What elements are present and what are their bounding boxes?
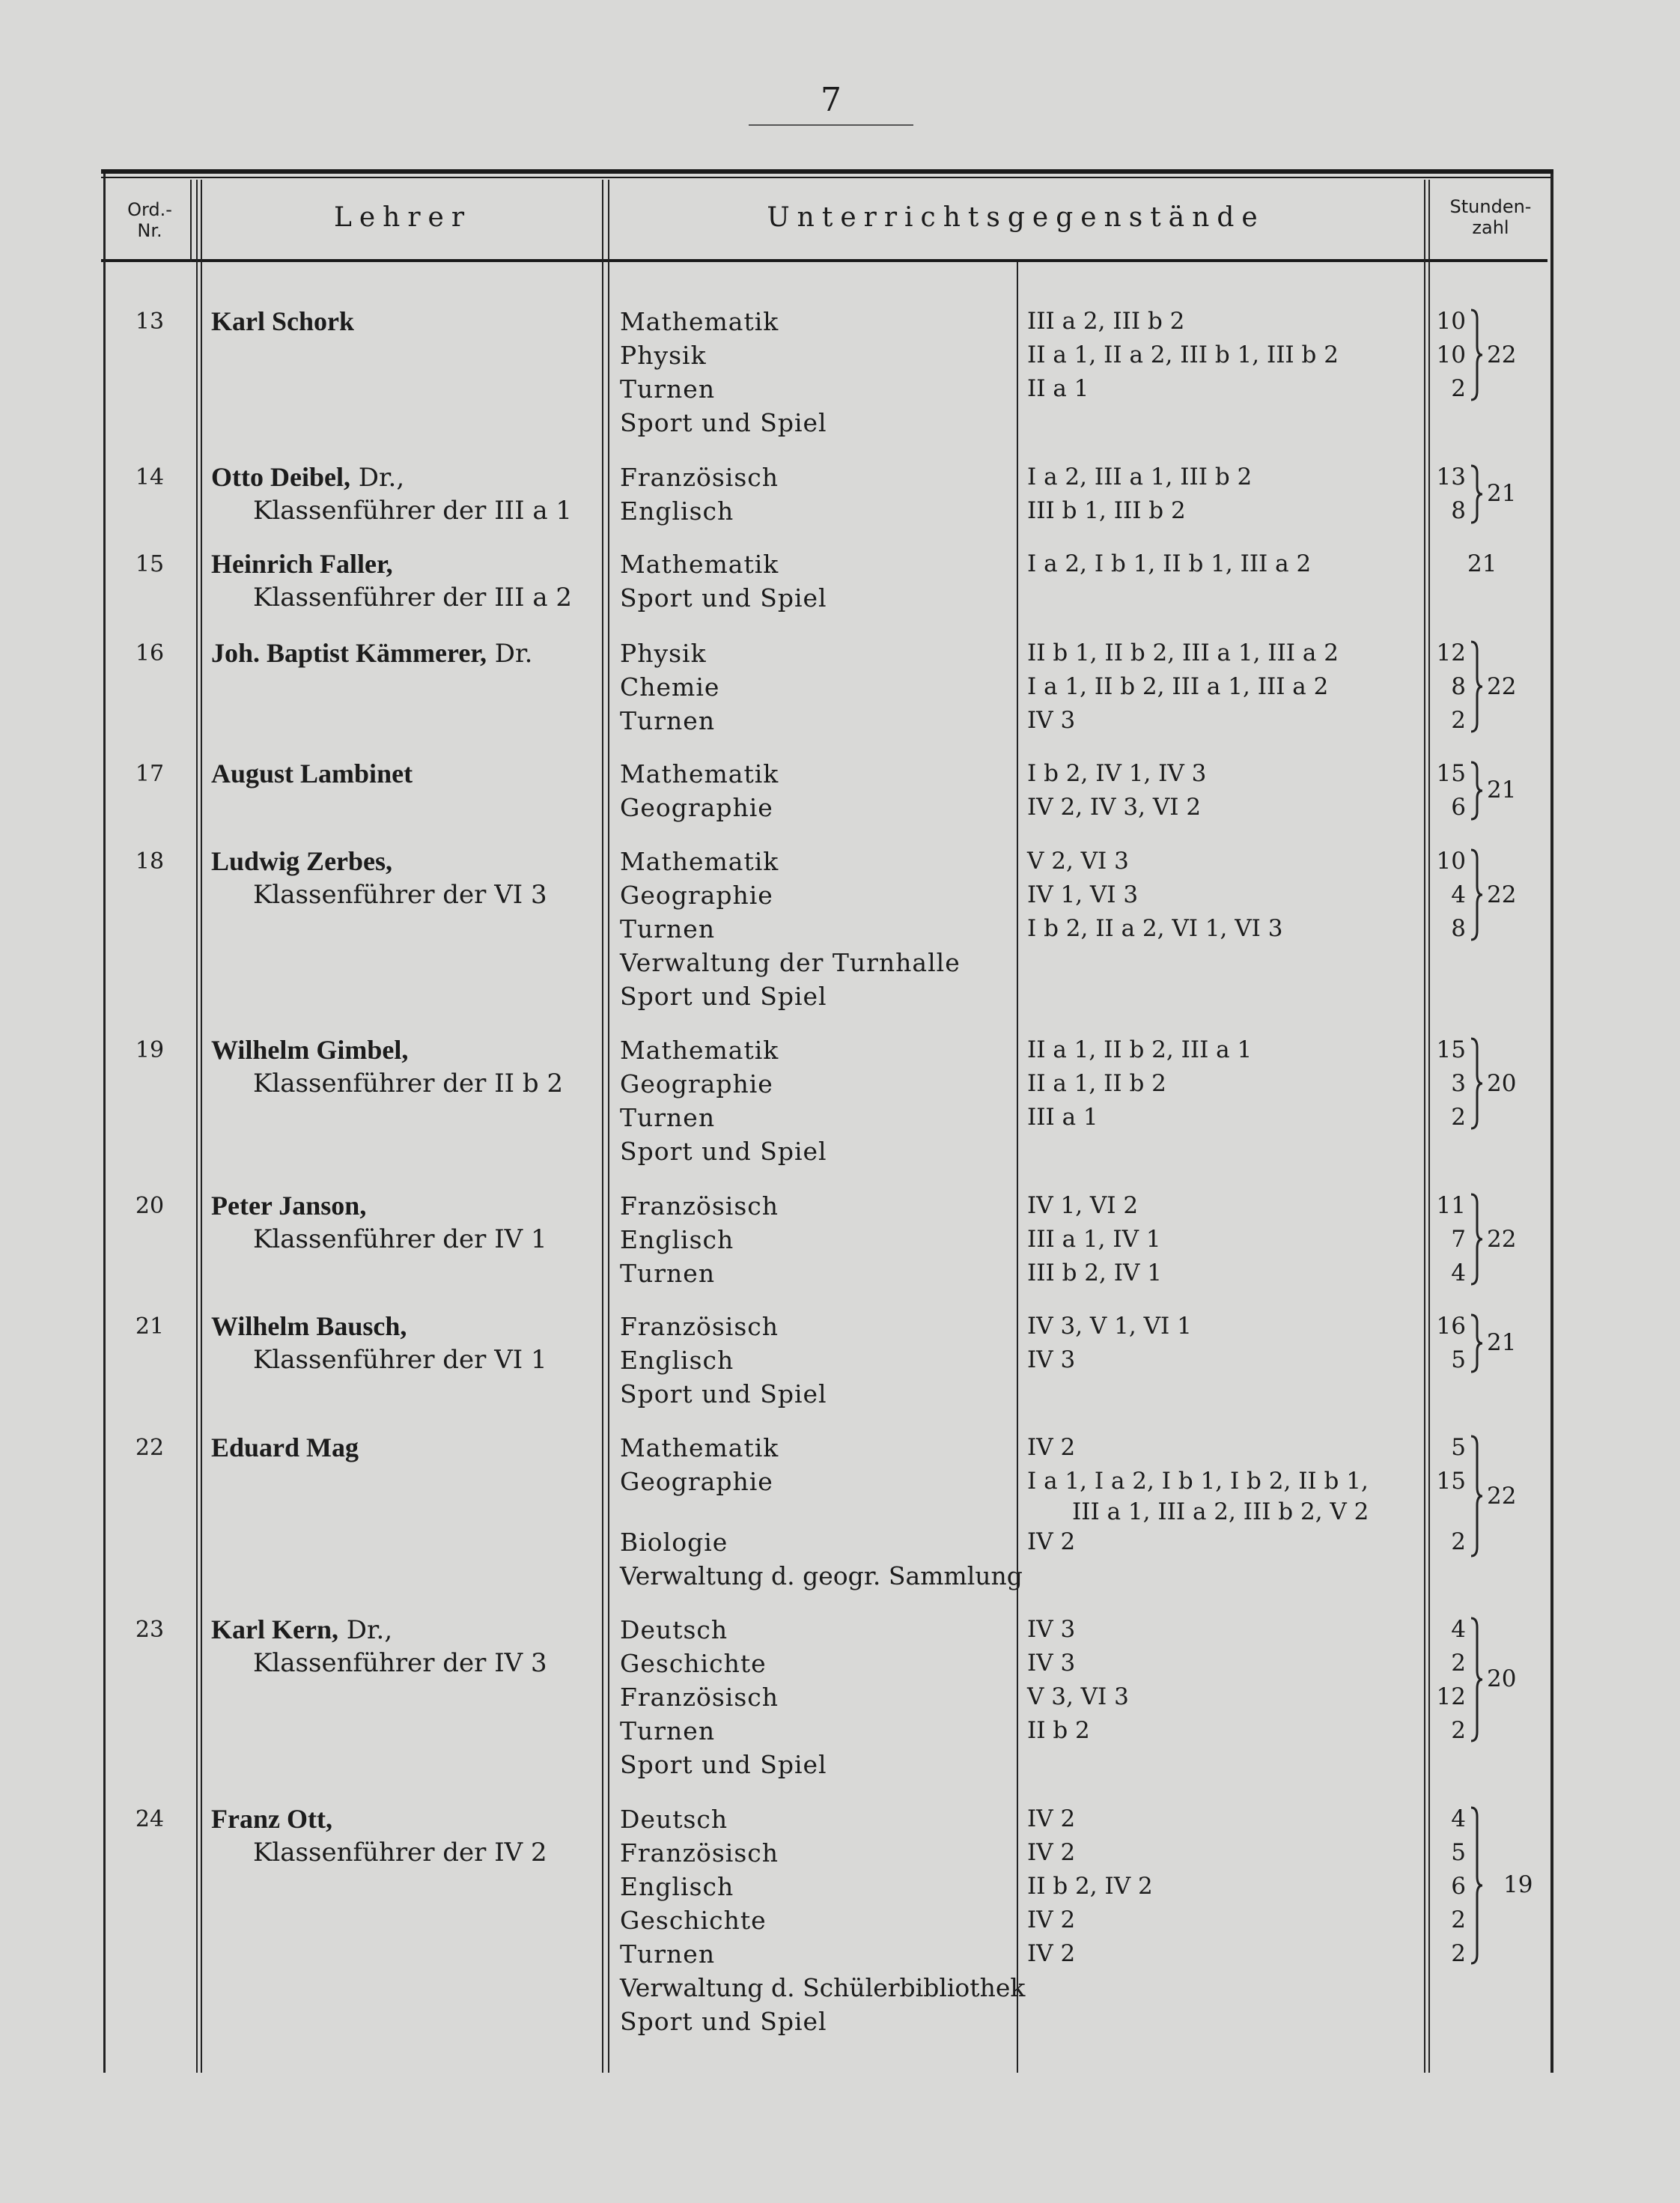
curly-brace-icon — [1469, 640, 1484, 734]
teacher-name: Karl Kern, — [211, 1614, 338, 1644]
curly-brace-icon — [1469, 1313, 1484, 1373]
teacher — [211, 757, 600, 791]
header-subjects: Unterrichtsgegenstände — [767, 202, 1265, 233]
hours: 15 6 — [1436, 760, 1466, 821]
hours: 4 2 12 2 — [1436, 1616, 1466, 1744]
teacher-title: Dr. — [486, 639, 533, 669]
row-number: 15 — [135, 551, 165, 577]
hours: 13 8 — [1436, 464, 1466, 524]
classes: V 2, VI 3 IV 1, VI 3 I b 2, II a 2, VI 1, VI 3 — [1027, 848, 1283, 942]
curly-brace-icon — [1469, 1037, 1484, 1131]
row-number: 23 — [135, 1617, 165, 1643]
subjects: Mathematik Geographie Biologie Verwaltung d. geogr. Sammlung — [620, 1433, 1023, 1590]
teacher-name: Peter Janson, — [211, 1191, 367, 1221]
class-leader: Klassenführer der III a 2 — [253, 583, 573, 613]
row-number: 17 — [135, 761, 165, 787]
row-number: 14 — [135, 464, 165, 490]
total-hours: 21 — [1487, 777, 1517, 803]
table-top-rule — [101, 169, 1553, 174]
subjects: Deutsch Geschichte Französisch Turnen Sport und Spiel — [620, 1615, 827, 1779]
row-number: 16 — [135, 640, 165, 666]
column-divider — [602, 180, 603, 2073]
teacher-name: Otto Deibel, — [211, 462, 350, 492]
hours: 16 5 — [1436, 1313, 1466, 1373]
row-number: 13 — [135, 309, 165, 335]
teacher — [211, 1310, 600, 1377]
curly-brace-icon — [1469, 761, 1484, 821]
row-number: 19 — [135, 1037, 165, 1063]
subjects: Physik Chemie Turnen — [620, 639, 720, 735]
teacher — [211, 1189, 600, 1257]
header-hours: Stunden- zahl — [1449, 196, 1532, 238]
classes: IV 3, V 1, VI 1 IV 3 — [1027, 1313, 1192, 1373]
class-leader: Klassenführer der IV 2 — [253, 1838, 547, 1868]
total-hours: 19 — [1503, 1871, 1533, 1898]
total-hours: 22 — [1487, 881, 1517, 908]
class-leader: Klassenführer der IV 1 — [253, 1224, 547, 1254]
teacher — [211, 1613, 600, 1680]
table-left-border — [103, 174, 106, 2073]
teacher-name: Heinrich Faller, — [211, 549, 393, 579]
table-right-border — [1550, 174, 1553, 2073]
class-leader: Klassenführer der III a 1 — [253, 496, 573, 526]
classes: IV 2 I a 1, I a 2, I b 1, I b 2, II b 1, III a 1, III a 2, III b 2, V 2 IV 2 — [1027, 1434, 1369, 1555]
hours: 10 4 8 — [1436, 848, 1466, 942]
classes: II b 1, II b 2, III a 1, III a 2 I a 1, II b 2, III a 1, III a 2 IV 3 — [1027, 639, 1339, 734]
subjects: Französisch Englisch Sport und Spiel — [620, 1312, 827, 1409]
hours: 5 15 2 — [1436, 1434, 1466, 1555]
hours: 10 10 2 — [1436, 308, 1466, 402]
page-number: 7 — [821, 81, 841, 119]
teacher-name: August Lambinet — [211, 759, 413, 788]
class-leader: Klassenführer der VI 1 — [253, 1345, 547, 1375]
classes: IV 2 IV 2 II b 2, IV 2 IV 2 IV 2 — [1027, 1805, 1153, 1967]
subjects: Mathematik Physik Turnen Sport und Spiel — [620, 307, 827, 437]
teacher-name: Joh. Baptist Kämmerer, — [211, 638, 487, 668]
curly-brace-icon — [1469, 1193, 1484, 1286]
classes: III a 2, III b 2 II a 1, II a 2, III b 1, III b 2 II a 1 — [1027, 308, 1339, 402]
total-hours: 22 — [1487, 1226, 1517, 1253]
row-number: 24 — [135, 1806, 165, 1832]
teacher — [211, 1431, 600, 1465]
teacher — [211, 1802, 600, 1870]
hours: 12 8 2 — [1436, 639, 1466, 734]
class-leader: Klassenführer der II b 2 — [253, 1069, 564, 1099]
curly-brace-icon — [1469, 1806, 1484, 1967]
curly-brace-icon — [1469, 1435, 1484, 1558]
header-bottom-rule — [101, 259, 1547, 262]
curly-brace-icon — [1469, 464, 1484, 524]
column-divider — [201, 180, 202, 2073]
subjects: Mathematik Geographie Turnen Sport und Spiel — [620, 1036, 827, 1166]
total-hours: 22 — [1487, 673, 1517, 700]
classes: I b 2, IV 1, IV 3 IV 2, IV 3, VI 2 — [1027, 760, 1207, 821]
classes: I a 2, I b 1, II b 1, III a 2 — [1027, 550, 1312, 577]
class-leader: Klassenführer der VI 3 — [253, 880, 547, 910]
teacher — [211, 1033, 600, 1101]
teacher-title: Dr., — [338, 1615, 393, 1645]
column-divider — [608, 180, 609, 2073]
total-hours: 22 — [1487, 341, 1517, 368]
subjects: Mathematik Geographie — [620, 759, 779, 822]
total-hours: 22 — [1487, 1483, 1517, 1510]
total-hours: 21 — [1467, 550, 1497, 577]
total-hours: 21 — [1487, 480, 1517, 507]
class-leader: Klassenführer der IV 3 — [253, 1648, 547, 1678]
subjects: Französisch Englisch Turnen — [620, 1191, 779, 1288]
teacher-name: Karl Schork — [211, 306, 355, 336]
total-hours: 20 — [1487, 1070, 1517, 1097]
teacher-name: Ludwig Zerbes, — [211, 846, 393, 876]
teacher-name: Franz Ott, — [211, 1804, 332, 1834]
teacher — [211, 305, 600, 338]
subjects: Mathematik Geographie Turnen Verwaltung der Turnhalle Sport und Spiel — [620, 847, 961, 1011]
teacher-name: Eduard Mag — [211, 1432, 359, 1462]
classes: IV 3 IV 3 V 3, VI 3 II b 2 — [1027, 1616, 1129, 1744]
classes: II a 1, II b 2, III a 1 II a 1, II b 2 III a 1 — [1027, 1036, 1253, 1131]
row-number: 21 — [135, 1313, 165, 1340]
hours: 4 5 6 2 2 — [1451, 1805, 1466, 1967]
teacher — [211, 461, 600, 528]
classes: IV 1, VI 2 III a 1, IV 1 III b 2, IV 1 — [1027, 1192, 1162, 1286]
row-number: 20 — [135, 1193, 165, 1219]
hours: 11 7 4 — [1436, 1192, 1466, 1286]
subjects: Französisch Englisch — [620, 463, 779, 526]
header-ord-nr: Ord.- Nr. — [127, 199, 172, 241]
page-number-rule — [749, 124, 913, 126]
column-divider — [196, 180, 198, 2073]
teacher-name: Wilhelm Gimbel, — [211, 1035, 409, 1065]
teacher-title: Dr., — [350, 463, 405, 493]
curly-brace-icon — [1469, 1617, 1484, 1744]
teacher — [211, 547, 600, 615]
row-number: 22 — [135, 1435, 165, 1461]
teacher-name: Wilhelm Bausch, — [211, 1311, 407, 1341]
row-number: 18 — [135, 848, 165, 875]
hours: 15 3 2 — [1436, 1036, 1466, 1131]
header-lehrer: Lehrer — [333, 202, 472, 233]
teacher — [211, 636, 600, 670]
total-hours: 20 — [1487, 1665, 1517, 1692]
column-divider — [190, 180, 192, 262]
curly-brace-icon — [1469, 848, 1484, 942]
curly-brace-icon — [1469, 309, 1484, 402]
classes: I a 2, III a 1, III b 2 III b 1, III b 2 — [1027, 464, 1253, 524]
subjects: Mathematik Sport und Spiel — [620, 550, 827, 613]
total-hours: 21 — [1487, 1329, 1517, 1356]
subjects: Deutsch Französisch Englisch Geschichte Turnen Verwaltung d. Schülerbibliothek Sport und Spiel — [620, 1805, 1026, 2036]
table-top-rule-thin — [101, 177, 1553, 178]
teacher — [211, 845, 600, 912]
